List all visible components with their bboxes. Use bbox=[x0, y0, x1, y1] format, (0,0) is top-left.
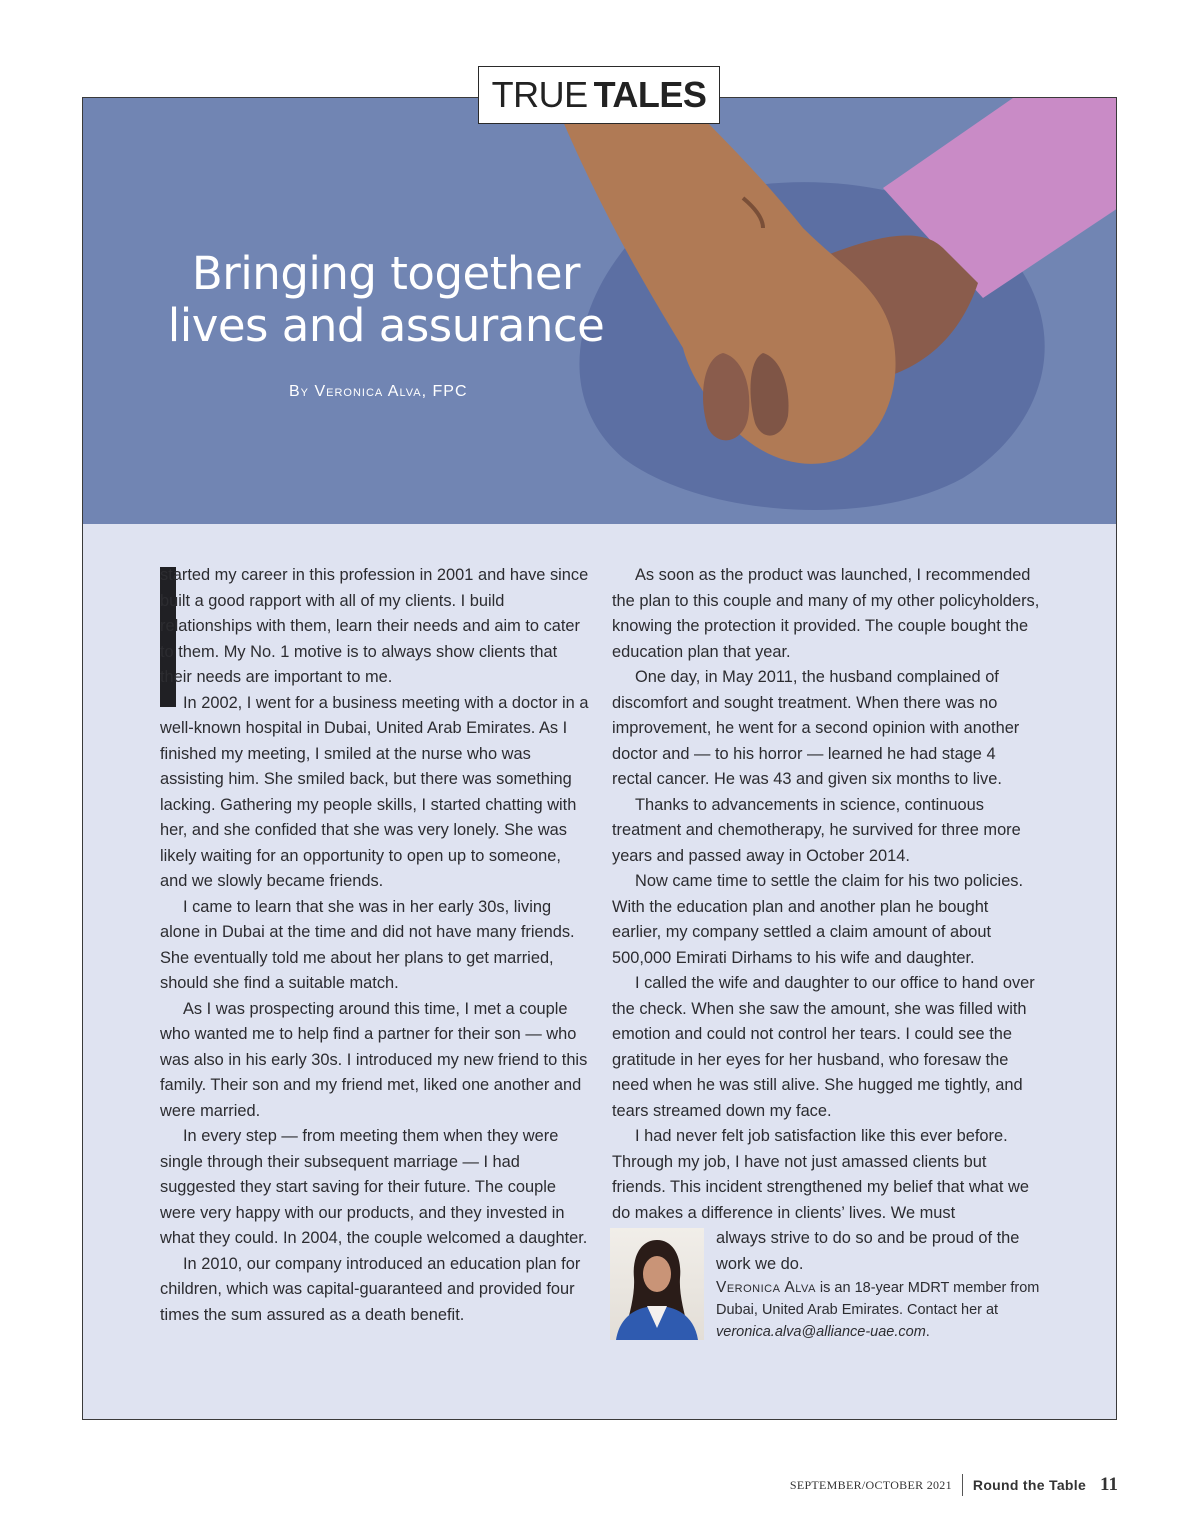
paragraph: In 2002, I went for a business meeting with a doctor in a well-known hospital in Dubai, United Arab Emirates. As I finished my meeting, I smiled at the nurse who was assisting him. She smiled back, but there was something lacking. Gathering my people skills, I started chatting with her, and she confided that she was very lonely. She was likely waiting for an opportunity to open up to someone, and we slowly became friends. bbox=[160, 693, 589, 890]
author-block bbox=[612, 1226, 1040, 1343]
paragraph: I came to learn that she was in her early 30s, living alone in Dubai at the time and did not have many friends. She eventually told me about her plans to get married, should she find a suitable match. bbox=[160, 897, 575, 992]
author-bio-text: is an 18-year MDRT member from Dubai, United Arab Emirates. Contact her at bbox=[716, 1280, 1040, 1318]
byline: By Veronica Alva, FPC bbox=[289, 383, 468, 400]
paragraph: I called the wife and daughter to our office to hand over the check. When she saw the amount, she was filled with emotion and could not control her tears. I could see the gratitude in her eyes for her husband, who foresaw the need when he was still alive. She hugged me tightly, and tears streamed down my face. bbox=[612, 974, 1035, 1120]
author-photo bbox=[610, 1228, 704, 1340]
paragraph: As I was prospecting around this time, I met a couple who wanted me to help find a partner for their son — who was also in his early 30s. I introduced my new friend to this family. Their son and my friend met, liked one another and were married. bbox=[160, 999, 588, 1120]
page-number: 11 bbox=[1100, 1474, 1118, 1495]
title-line-1: Bringing together bbox=[191, 247, 581, 300]
right-column bbox=[612, 563, 1040, 1343]
publication-name: Round the Table bbox=[972, 1477, 1087, 1493]
page-footer bbox=[790, 1474, 1118, 1496]
section-tag bbox=[478, 66, 720, 124]
paragraph: In every step — from meeting them when they were single through their subsequent marriage — I had suggested they start saving for their future. The couple were very happy with our products, and they invested in what they could. In 2004, the couple welcomed a daughter. bbox=[160, 1127, 588, 1247]
section-tag-true: TRUE bbox=[491, 74, 588, 115]
paragraph: I had never felt job satisfaction like this ever before. Through my job, I have not just amassed clients but friends. This incident strengthened my belief that what we do makes a difference in clients’ lives. We must bbox=[612, 1127, 1029, 1222]
paragraph: Thanks to advancements in science, continuous treatment and chemotherapy, he survived for three more years and passed away in October 2014. bbox=[612, 795, 1021, 865]
closing-line: always strive to do so and be proud of the work we do. bbox=[716, 1229, 1020, 1273]
issue-date: SEPTEMBER/OCTOBER 2021 bbox=[789, 1477, 952, 1492]
author-bio-end: . bbox=[925, 1324, 930, 1340]
left-column bbox=[160, 563, 592, 1328]
article-title bbox=[131, 248, 641, 352]
title-line-2: lives and assurance bbox=[167, 299, 605, 352]
lead-paragraph: started my career in this profession in 2001 and have since built a good rapport with all of my clients. I build relationships with them, learn their needs and aim to cater to them. My No. 1 motive is to always show clients that their needs are important to me. bbox=[160, 566, 589, 686]
paragraph: Now came time to settle the claim for his two policies. With the education plan and another plan he bought earlier, my company settled a claim amount of about 500,000 Emirati Dirhams to his wife and daughter. bbox=[612, 872, 1024, 967]
paragraph: In 2010, our company introduced an education plan for children, which was capital-guaranteed and provided four times the sum assured as a death benefit. bbox=[160, 1254, 581, 1324]
paragraph: As soon as the product was launched, I recommended the plan to this couple and many of my other policyholders, knowing the protection it provided. The couple bought the education plan that year. bbox=[612, 566, 1040, 661]
footer-divider bbox=[962, 1474, 963, 1496]
author-name: Veronica Alva bbox=[716, 1279, 816, 1296]
paragraph: One day, in May 2011, the husband complained of discomfort and sought treatment. When there was no improvement, he went for a second opinion with another doctor and — to his horror — learned he had stage 4 rectal cancer. He was 43 and given six months to live. bbox=[612, 668, 1020, 788]
section-tag-tales: TALES bbox=[593, 74, 707, 115]
author-email[interactable]: veronica.alva@alliance-uae.com bbox=[716, 1324, 926, 1340]
